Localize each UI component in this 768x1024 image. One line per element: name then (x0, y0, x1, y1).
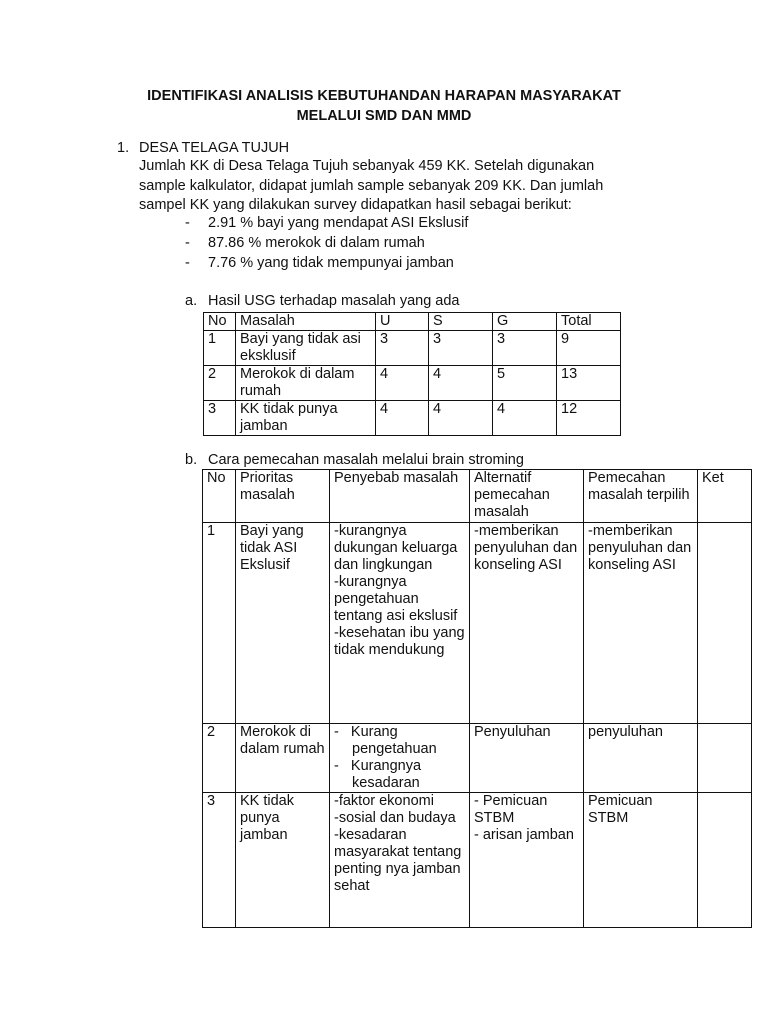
table-row (204, 366, 621, 401)
table-row (203, 523, 752, 724)
table-cell (330, 724, 470, 793)
cause-item: - Kurangnya kesadaran (334, 758, 422, 791)
table-cell: 3 (204, 401, 236, 436)
table-cell: 2 (203, 724, 236, 793)
document-title-line1: IDENTIFIKASI ANALISIS KEBUTUHANDAN HARAPAN MASYARAKAT (147, 88, 621, 104)
table-cell: Bayi yang tidak asi eksklusif (236, 331, 376, 366)
table-cell: 3 (429, 331, 493, 366)
subsection-heading: Hasil USG terhadap masalah yang ada (208, 293, 460, 309)
usg-table (203, 312, 621, 436)
header-cell: Total (557, 313, 621, 331)
table-cell: 9 (557, 331, 621, 366)
table-cell: 13 (557, 366, 621, 401)
table-cell: 3 (493, 331, 557, 366)
bullet-marker: - (185, 235, 190, 251)
table-cell: -memberikan penyuluhan dan konseling ASI (470, 523, 584, 724)
table-cell (698, 523, 752, 724)
table-cell: 1 (204, 331, 236, 366)
table-cell: 5 (493, 366, 557, 401)
table-cell (698, 724, 752, 793)
bullet-item: 87.86 % merokok di dalam rumah (208, 235, 425, 251)
table-cell: -faktor ekonomi -sosial dan budaya -kesadaran masyarakat tentang penting nya jamban sehat (330, 793, 470, 928)
header-cell: S (429, 313, 493, 331)
header-cell: Penyebab masalah (330, 470, 470, 523)
subsection-heading: Cara pemecahan masalah melalui brain stroming (208, 452, 524, 468)
table-row (204, 331, 621, 366)
table-cell: Merokok di dalam rumah (236, 366, 376, 401)
table-cell: Merokok di dalam rumah (236, 724, 330, 793)
header-cell: U (376, 313, 429, 331)
table-cell: 2 (204, 366, 236, 401)
document-title-line2: MELALUI SMD DAN MMD (296, 108, 472, 124)
table-cell: Penyuluhan (470, 724, 584, 793)
bullet-marker: - (185, 215, 190, 231)
table-cell: 12 (557, 401, 621, 436)
table-row (204, 401, 621, 436)
table-cell (698, 793, 752, 928)
header-cell: Masalah (236, 313, 376, 331)
table-cell: 3 (376, 331, 429, 366)
bullet-item: 7.76 % yang tidak mempunyai jamban (208, 255, 454, 271)
table-cell: -memberikan penyuluhan dan konseling ASI (584, 523, 698, 724)
bullet-marker: - (185, 255, 190, 271)
header-cell: No (204, 313, 236, 331)
subsection-label: a. (185, 293, 198, 309)
header-cell: No (203, 470, 236, 523)
table-cell: Pemicuan STBM (584, 793, 698, 928)
header-cell: G (493, 313, 557, 331)
table-cell: 3 (203, 793, 236, 928)
table-header-row (203, 470, 752, 523)
header-cell: Alternatif pemecahan masalah (470, 470, 584, 523)
table-cell: 4 (429, 366, 493, 401)
table-row (203, 793, 752, 928)
paragraph-line: sampel KK yang dilakukan survey didapatkan hasil sebagai berikut: (139, 197, 572, 213)
table-row (203, 724, 752, 793)
table-cell: penyuluhan (584, 724, 698, 793)
paragraph-line: sample kalkulator, didapat jumlah sample sebanyak 209 KK. Dan jumlah (139, 178, 604, 194)
table-cell: 4 (493, 401, 557, 436)
table-cell: 1 (203, 523, 236, 724)
brainstorm-table (202, 469, 752, 928)
header-cell: Ket (698, 470, 752, 523)
table-header-row (204, 313, 621, 331)
section-number: 1. (117, 140, 130, 156)
bullet-item: 2.91 % bayi yang mendapat ASI Ekslusif (208, 215, 469, 231)
table-cell: -kurangnya dukungan keluarga dan lingkungan -kurangnya pengetahuan tentang asi ekslusif -kesehatan ibu yang tidak mendukung (330, 523, 470, 724)
table-cell: KK tidak punya jamban (236, 793, 330, 928)
section-heading: DESA TELAGA TUJUH (139, 140, 290, 156)
header-cell: Prioritas masalah (236, 470, 330, 523)
header-cell: Pemecahan masalah terpilih (584, 470, 698, 523)
table-cell: 4 (429, 401, 493, 436)
subsection-label: b. (185, 452, 198, 468)
table-cell: Bayi yang tidak ASI Ekslusif (236, 523, 330, 724)
table-cell: - Pemicuan STBM - arisan jamban (470, 793, 584, 928)
cause-item: - Kurang pengetahuan (334, 724, 437, 757)
table-cell: KK tidak punya jamban (236, 401, 376, 436)
table-cell: 4 (376, 401, 429, 436)
table-cell: 4 (376, 366, 429, 401)
paragraph-line: Jumlah KK di Desa Telaga Tujuh sebanyak 459 KK. Setelah digunakan (139, 158, 595, 174)
